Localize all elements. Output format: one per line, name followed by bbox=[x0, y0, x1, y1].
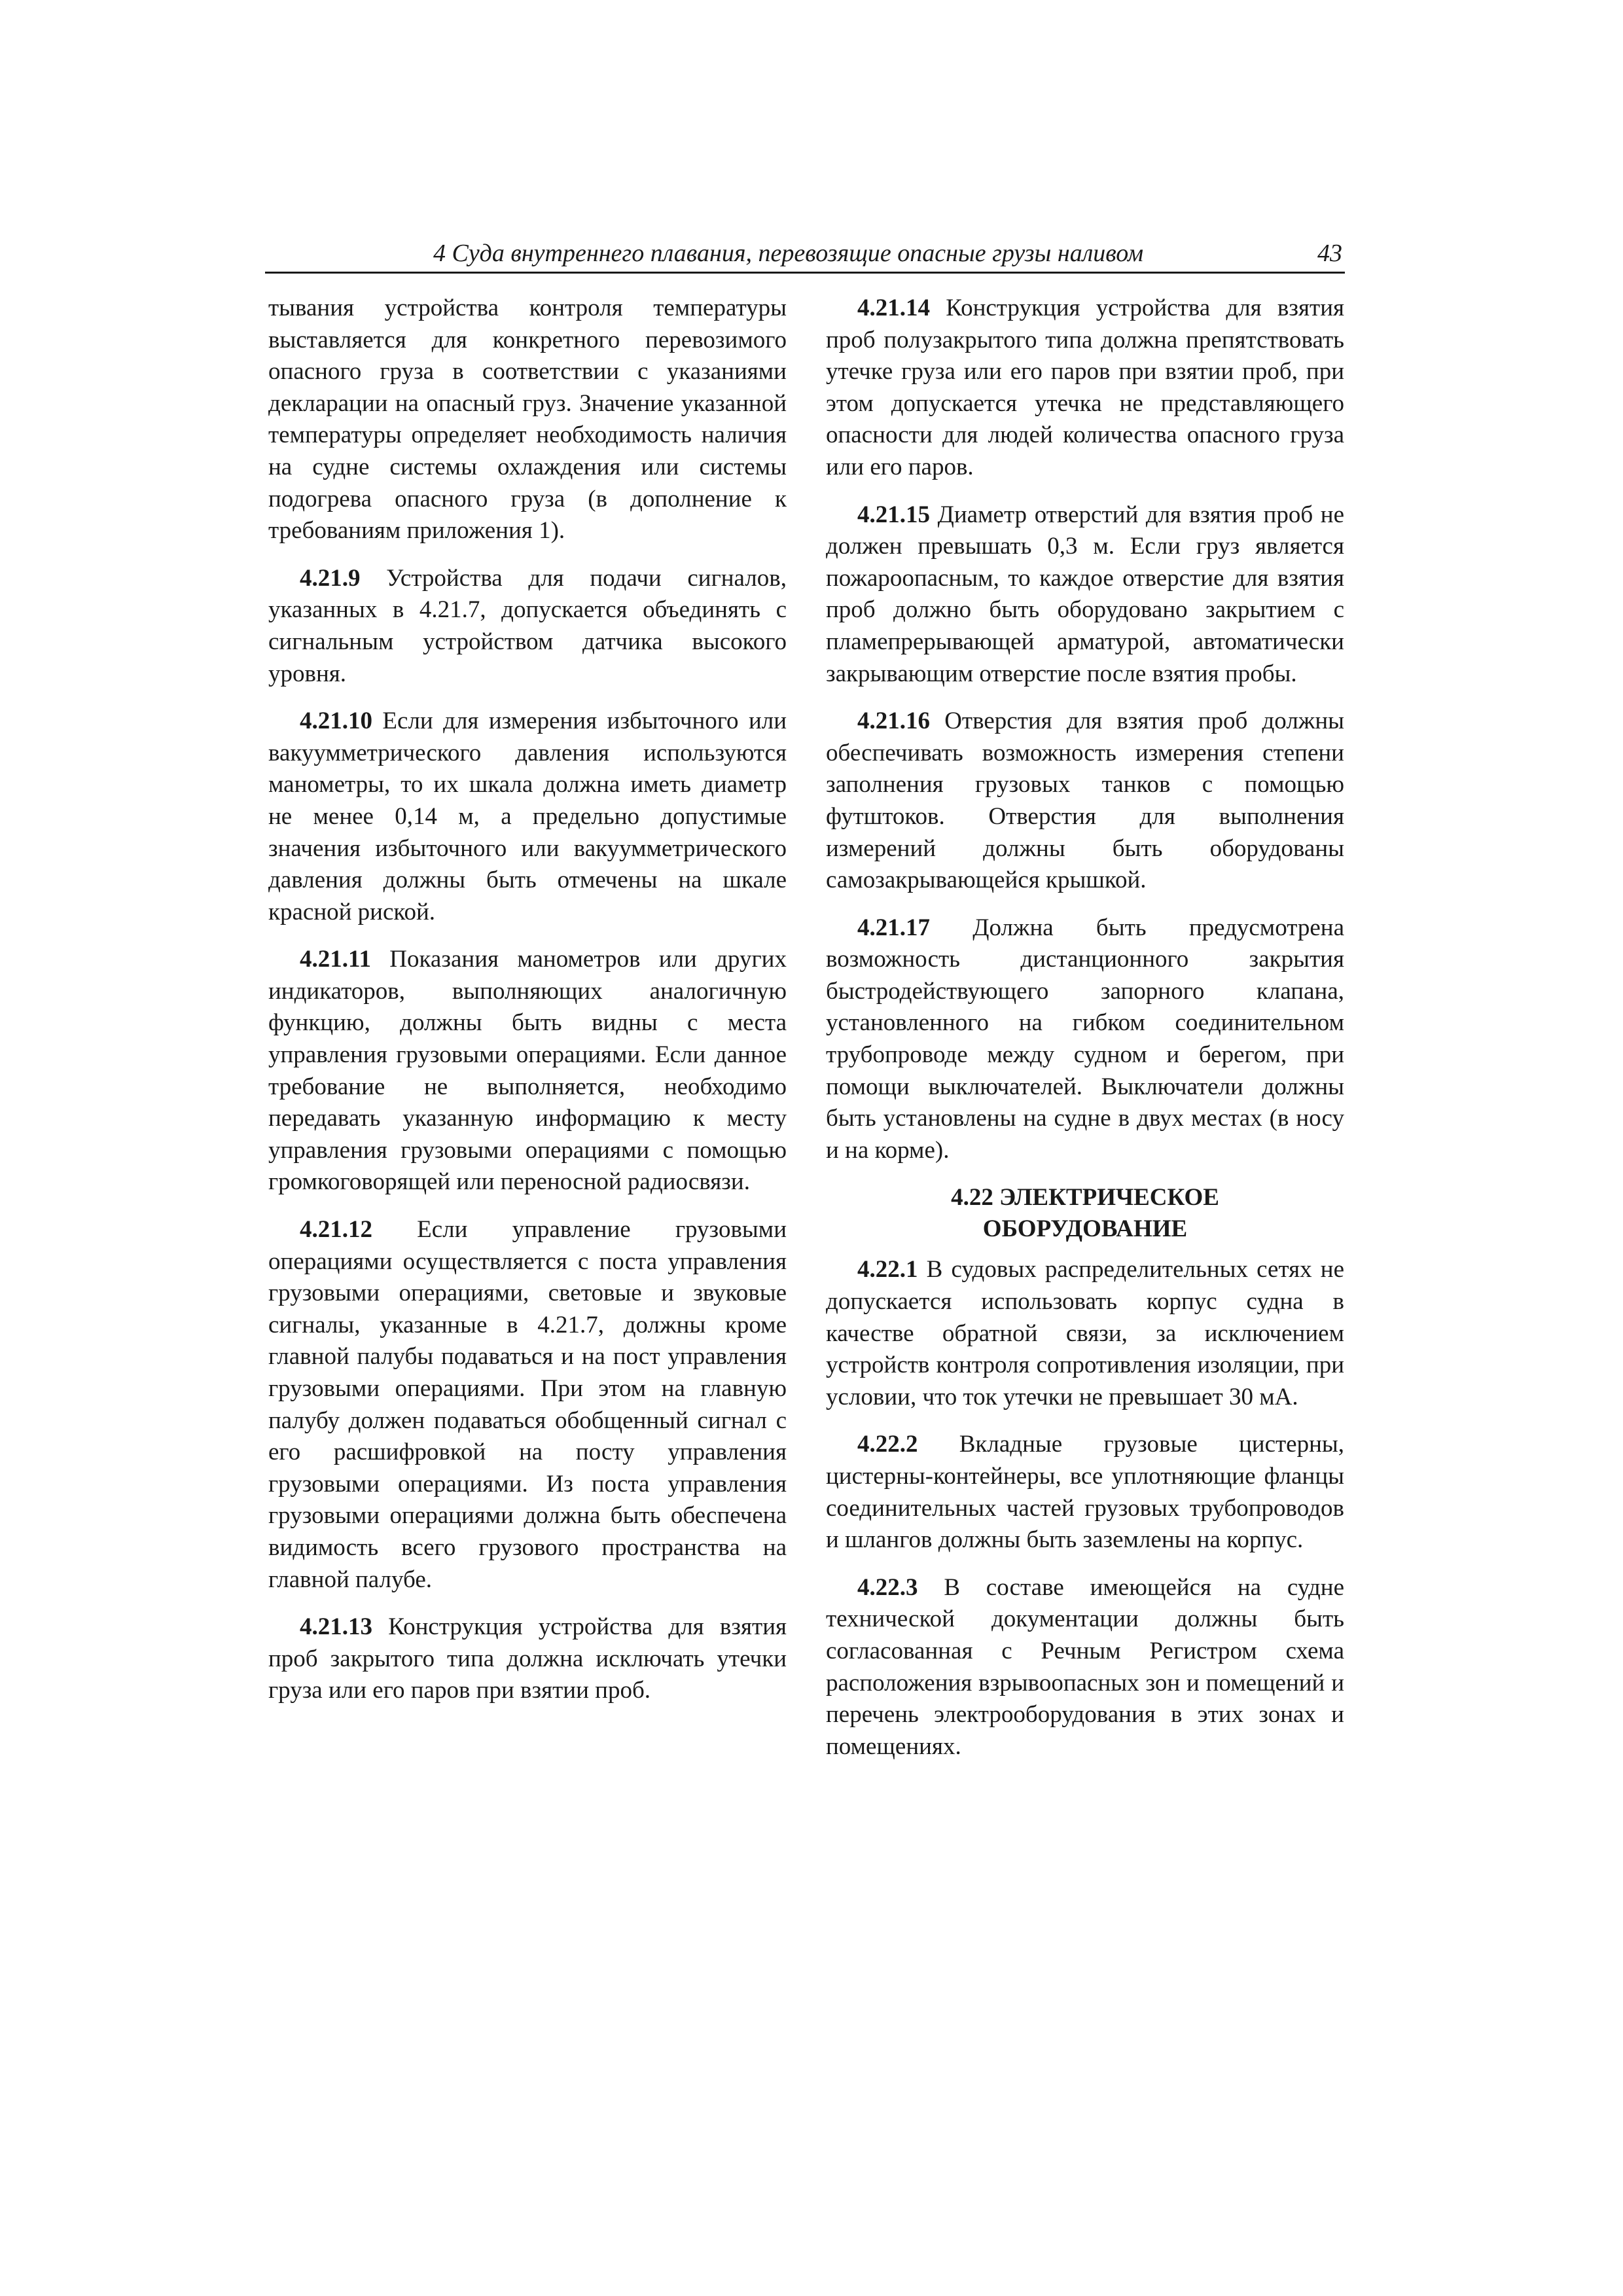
clause-number: 4.21.16 bbox=[857, 708, 930, 735]
paragraph-4-21-17: 4.21.17 Должна быть предусмотрена возможность дистанционного закрытия быстродействующего запорного клапана, установленного на гибком соединительном трубопроводе между судном и берегом, при помощи выключателей. Выключатели должны быть установлены на судне в двух местах (в носу и на корме). bbox=[826, 914, 1345, 1164]
paragraph-4-21-15: 4.21.15 Диаметр отверстий для взятия проб не должен превышать 0,3 м. Если груз является пожароопасным, то каждое отверстие для взятия проб должно быть оборудовано закрытием с пламепрерывающей арматурой, автоматически закрывающим отверстие после взятия пробы. bbox=[826, 501, 1344, 687]
clause-number: 4.21.13 bbox=[300, 1613, 372, 1641]
clause-number: 4.21.14 bbox=[857, 295, 930, 321]
clause-number: 4.22.2 bbox=[857, 1431, 918, 1458]
clause-number: 4.21.17 bbox=[857, 914, 930, 941]
clause-number: 4.21.12 bbox=[300, 1216, 372, 1244]
running-header bbox=[265, 236, 1345, 274]
clause-number: 4.21.9 bbox=[300, 564, 361, 592]
clause-number: 4.22.1 bbox=[857, 1256, 918, 1283]
paragraph-4-21-14: 4.21.14 Конструкция устройства для взятия проб полузакрытого типа должна препятствовать утечке груза или его паров при взятии проб, при этом допускается утечка не представляющего опасности для людей количества опасного груза или его паров. bbox=[826, 295, 1345, 480]
clause-number: 4.21.11 bbox=[300, 946, 371, 973]
paragraph-4-21-13: 4.21.13 Конструкция устройства для взятия проб закрытого типа должна исключать утечки груза или его паров при взятии проб. bbox=[268, 1613, 787, 1704]
page-number: 43 bbox=[1317, 240, 1342, 267]
clause-number: 4.21.10 bbox=[300, 708, 372, 735]
paragraph-4-21-10: 4.21.10 Если для измерения избыточного или вакуумметрического давления используются манометры, то их шкала должна иметь диаметр не менее 0,14 м, а предельно допустимые значения избыточного или вакуумметрического давления должны быть отмечены на шкале красной риской. bbox=[268, 708, 787, 925]
section-heading-line-1: 4.22 ЭЛЕКТРИЧЕСКОЕ bbox=[951, 1184, 1219, 1211]
paragraph-4-21-11: 4.21.11 Показания манометров или других индикаторов, выполняющих аналогичную функцию, должны быть видны с места управления грузовыми операциями. Если данное требование не выполняется, необходимо передавать указанную информацию к месту управления грузовыми операциями с помощью громкоговорящей или переносной радиосвязи. bbox=[268, 946, 787, 1196]
paragraph-4-21-12: 4.21.12 Если управление грузовыми операциями осуществляется с поста управления грузовыми операциями, световые и звуковые сигналы, указанные в 4.21.7, должны кроме главной палубы подаваться и на пост управления грузовыми операциями. При этом на главную палубу должен подаваться обобщенный сигнал с его расшифровкой на посту управления грузовыми операциями. Из поста управления грузовыми операциями должна быть обеспечена видимость всего грузового пространства на главной палубе. bbox=[268, 1216, 787, 1593]
paragraph-4-21-9: 4.21.9 Устройства для подачи сигналов, указанных в 4.21.7, допускается объединять с сигнальным устройством датчика высокого уровня. bbox=[268, 564, 787, 687]
paragraph-4-22-2: 4.22.2 Вкладные грузовые цистерны, цистерны-контейнеры, все уплотняющие фланцы соединительных частей грузовых трубопроводов и шлангов должны быть заземлены на корпус. bbox=[826, 1431, 1344, 1554]
right-column bbox=[826, 293, 1344, 1778]
section-heading-line-2: ОБОРУДОВАНИЕ bbox=[982, 1215, 1188, 1243]
clause-number: 4.21.15 bbox=[857, 501, 930, 528]
paragraph-4-22-3: 4.22.3 В составе имеющейся на судне технической документации должны быть согласованная с Речным Регистром схема расположения взрывоопасных зон и помещений и перечень электрооборудования в этих зонах и помещениях. bbox=[826, 1573, 1344, 1760]
clause-number: 4.22.3 bbox=[857, 1573, 918, 1601]
paragraph-4-22-1: 4.22.1 В судовых распределительных сетях не допускается использовать корпус судна в качестве обратной связи, за исключением устройств контроля сопротивления изоляции, при условии, что ток утечки не превышает 30 мА. bbox=[826, 1256, 1345, 1410]
left-column bbox=[268, 293, 787, 1723]
running-title: 4 Суда внутреннего плавания, перевозящие опасные грузы наливом bbox=[433, 240, 1144, 267]
paragraph-4-21-16: 4.21.16 Отверстия для взятия проб должны обеспечивать возможность измерения степени заполнения грузовых танков с помощью футштоков. Отверстия для выполнения измерений должны быть оборудованы самозакрывающейся крышкой. bbox=[826, 708, 1345, 894]
paragraph-continuation: тывания устройства контроля температуры выставляется для конкретного перевозимого опасного груза в соответствии с указаниями декларации на опасный груз. Значение указанной температуры определяет необходимость наличия на судне системы охлаждения или системы подогрева опасного груза (в дополнение к требованиям приложения 1). bbox=[268, 295, 787, 545]
section-heading-4-22 bbox=[826, 1182, 1344, 1245]
